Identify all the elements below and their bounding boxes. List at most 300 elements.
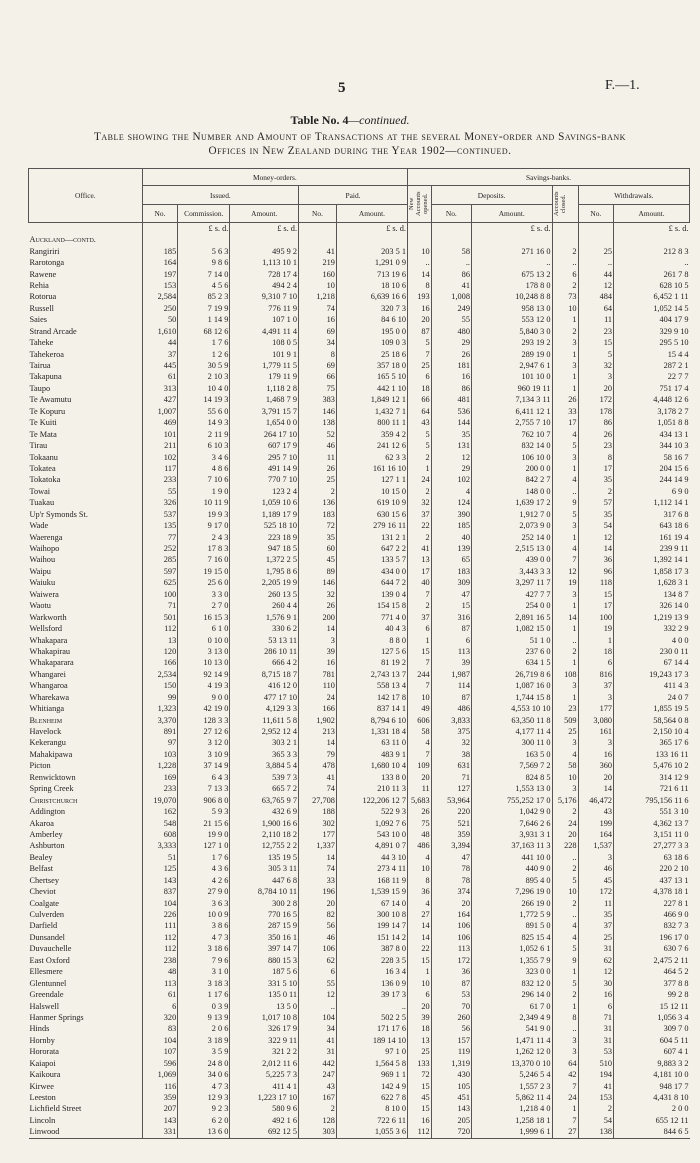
table-cell: 250 [142, 303, 178, 314]
office-name: Whakapirau [29, 646, 71, 656]
table-cell: 75 [299, 383, 337, 394]
table-cell: 15 4 4 [614, 348, 690, 359]
table-cell: 1,468 7 9 [230, 394, 299, 405]
table-cell: 630 7 6 [614, 943, 690, 954]
table-cell: 14 [299, 623, 337, 634]
table-cell: 12,755 2 2 [230, 840, 299, 851]
table-cell: 112 [142, 943, 178, 954]
office-name: Rarotonga [29, 258, 65, 268]
table-cell: .. [471, 257, 552, 268]
table-cell: 7 9 6 [178, 955, 230, 966]
table-cell: 237 6 0 [471, 646, 552, 657]
table-cell: 213 [299, 726, 337, 737]
table-cell: 43 [578, 806, 614, 817]
table-cell: 97 [142, 737, 178, 748]
table-title-line2: Offices in New Zealand during the Year 1902—continued. [208, 145, 512, 157]
table-cell: 7,296 19 0 [471, 886, 552, 897]
table-cell: 509 [552, 714, 578, 725]
office-name: Amberley [29, 829, 63, 839]
table-cell: 3 6 3 [178, 897, 230, 908]
table-row [29, 451, 690, 462]
table-row [29, 509, 690, 520]
table-cell: 6 [408, 371, 432, 382]
table-cell: 53,964 [431, 794, 471, 805]
table-cell: 1 17 6 [178, 989, 230, 1000]
table-cell: 2 [552, 326, 578, 337]
office-name: Waihopo [29, 544, 60, 554]
table-cell: 10 [408, 863, 432, 874]
table-cell: 289 19 0 [471, 348, 552, 359]
table-cell: 411 4 1 [230, 1080, 299, 1091]
table-cell: 3 8 6 [178, 920, 230, 931]
table-cell: 55 [431, 314, 471, 325]
table-cell: 113 [431, 646, 471, 657]
table-cell: 26 [552, 394, 578, 405]
table-cell: 48 [142, 966, 178, 977]
table-cell: 64 [408, 406, 432, 417]
table-row [29, 474, 690, 485]
table-cell: 960 19 11 [471, 383, 552, 394]
table-cell: 1,628 3 1 [614, 577, 690, 588]
office-name: Kekerangu [29, 738, 66, 748]
table-cell: 4 2 6 [178, 875, 230, 886]
table-cell: 2,073 9 0 [471, 520, 552, 531]
table-cell: 26 [578, 428, 614, 439]
table-cell: 360 [578, 760, 614, 771]
table-cell: 99 2 8 [614, 989, 690, 1000]
table-cell: 37 [578, 680, 614, 691]
table-cell: 14 19 3 [178, 394, 230, 405]
table-cell: 3 [578, 737, 614, 748]
units-cell [142, 223, 178, 235]
table-cell: 37 [142, 348, 178, 359]
table-cell [178, 234, 230, 245]
table-cell: 139 [431, 543, 471, 554]
table-cell: 20 [408, 772, 432, 783]
table-cell: 4 [408, 897, 432, 908]
table-cell: 1 14 9 [178, 314, 230, 325]
table-cell: 41 [578, 1080, 614, 1091]
table-row [29, 1012, 690, 1023]
table-cell: 3 18 6 [178, 943, 230, 954]
table-cell: 2 [578, 486, 614, 497]
table-cell: 2 [552, 863, 578, 874]
table-cell: 260 13 5 [230, 589, 299, 600]
table-row [29, 531, 690, 542]
table-row [29, 600, 690, 611]
table-cell: 148 0 0 [471, 486, 552, 497]
table-cell: 40 4 3 [336, 623, 407, 634]
table-cell: 770 16 5 [230, 909, 299, 920]
table-cell: 109 0 3 [336, 337, 407, 348]
table-cell: 102 [142, 451, 178, 462]
table-cell: 15 [578, 589, 614, 600]
table-cell: 5,840 3 0 [471, 326, 552, 337]
table-cell: 42 [552, 1069, 578, 1080]
table-cell: 10 [552, 886, 578, 897]
table-cell: 32 [299, 589, 337, 600]
table-row [29, 1023, 690, 1034]
table-cell: 2 [552, 245, 578, 256]
table-cell: 2,755 7 10 [471, 417, 552, 428]
table-cell: 25 [408, 360, 432, 371]
table-row [29, 749, 690, 760]
table-row [29, 1035, 690, 1046]
table-cell: 8 [299, 348, 337, 359]
table-cell: 16 [408, 1115, 432, 1126]
table-cell: 2,947 6 1 [471, 360, 552, 371]
table-cell: 71 [578, 1012, 614, 1023]
table-cell: 23 [552, 703, 578, 714]
table-cell: 481 [431, 394, 471, 405]
office-name: Hornby [29, 1035, 55, 1045]
table-cell: 123 2 4 [230, 486, 299, 497]
table-cell: 239 9 11 [614, 543, 690, 554]
table-cell: 96 [578, 566, 614, 577]
office-name: Blenheim [29, 715, 63, 725]
office-name: Taupo [29, 383, 51, 393]
table-cell: 309 7 0 [614, 1023, 690, 1034]
table-cell: 309 [431, 577, 471, 588]
table-cell: 25 [578, 245, 614, 256]
table-cell: 172 [578, 886, 614, 897]
table-cell: 25 [299, 474, 337, 485]
office-name: Tokatoka [29, 475, 61, 485]
table-row [29, 863, 690, 874]
table-cell: 2 [408, 531, 432, 542]
table-cell: 124 [431, 497, 471, 508]
table-cell: 5 [552, 977, 578, 988]
table-cell: 252 [142, 543, 178, 554]
table-cell: 9 0 0 [178, 692, 230, 703]
office-name: Whakapara [29, 635, 68, 645]
table-cell: 249 [431, 303, 471, 314]
table-cell: 200 0 0 [471, 463, 552, 474]
table-cell: 832 12 0 [471, 977, 552, 988]
table-row [29, 463, 690, 474]
table-cell: 24 [552, 1092, 578, 1103]
table-cell: 5 6 3 [178, 245, 230, 256]
table-cell: 832 14 0 [471, 440, 552, 451]
table-cell: 25 6 0 [178, 577, 230, 588]
table-cell: 1 [552, 1103, 578, 1114]
table-cell: 54 [578, 1115, 614, 1126]
table-cell: 6 [578, 1000, 614, 1011]
withdrawals-amount-header: Amount. [614, 205, 690, 223]
table-cell: .. [614, 257, 690, 268]
table-cell: .. [552, 909, 578, 920]
units-row [29, 223, 690, 235]
table-cell: 32 [578, 360, 614, 371]
table-cell: 47 [431, 852, 471, 863]
table-cell: 1,772 5 9 [471, 909, 552, 920]
office-name: Towai [29, 486, 51, 496]
table-cell: 4 [552, 749, 578, 760]
table-cell: 1,539 15 9 [336, 886, 407, 897]
table-row [29, 852, 690, 863]
table-cell: 135 0 11 [230, 989, 299, 1000]
table-cell: 45 [408, 1092, 432, 1103]
table-cell: 331 5 10 [230, 977, 299, 988]
table-cell: 6 [578, 657, 614, 668]
table-cell: 365 3 3 [230, 749, 299, 760]
table-cell: 138 [578, 1126, 614, 1138]
table-cell: 260 [431, 1012, 471, 1023]
table-cell: 1 [578, 634, 614, 645]
page-id: F.—1. [605, 78, 640, 93]
table-cell: 607 4 1 [614, 1046, 690, 1057]
table-cell: 5,225 7 3 [230, 1069, 299, 1080]
table-cell: .. [431, 257, 471, 268]
office-name: Kaikoura [29, 1070, 61, 1080]
table-cell: 3 10 9 [178, 749, 230, 760]
table-cell: 4 8 6 [178, 463, 230, 474]
table-cell: 11,611 5 8 [230, 714, 299, 725]
table-cell: 228 3 5 [336, 955, 407, 966]
table-cell: 271 16 0 [471, 245, 552, 256]
table-cell: 233 [142, 783, 178, 794]
office-name: Ashburton [29, 841, 65, 851]
table-cell: 45 [299, 554, 337, 565]
table-cell: 15 [408, 1080, 432, 1091]
table-cell: 46,472 [578, 794, 614, 805]
units-cell: £ s. d. [471, 223, 552, 235]
table-cell: 61 7 0 [471, 1000, 552, 1011]
table-cell: 1,855 19 5 [614, 703, 690, 714]
table-cell: 89 [299, 566, 337, 577]
table-cell: 37 [578, 920, 614, 931]
table-cell: 597 [142, 566, 178, 577]
table-cell: 1,987 [431, 669, 471, 680]
table-cell: 15 [431, 600, 471, 611]
table-row [29, 760, 690, 771]
table-cell: 77 [142, 531, 178, 542]
table-cell: 1 [408, 966, 432, 977]
table-cell: 70 [431, 1000, 471, 1011]
office-name: Hinds [29, 1024, 50, 1034]
table-cell: 3,151 11 0 [614, 829, 690, 840]
table-row [29, 417, 690, 428]
table-cell: 2 [552, 989, 578, 1000]
table-cell: 1 [552, 1000, 578, 1011]
table-cell: 4,491 11 4 [230, 326, 299, 337]
table-cell: 1,576 9 1 [230, 611, 299, 622]
table-cell: 1,744 15 8 [471, 692, 552, 703]
table-cell: 16 [299, 314, 337, 325]
table-cell: 71 [142, 600, 178, 611]
table-cell: 3,394 [431, 840, 471, 851]
table-cell: 8 [552, 1012, 578, 1023]
table-cell: 30 5 9 [178, 360, 230, 371]
table-cell: 10 [552, 772, 578, 783]
table-cell: 293 19 2 [471, 337, 552, 348]
table-cell: 66 [408, 394, 432, 405]
table-cell: 57 [578, 497, 614, 508]
table-cell: 771 4 0 [336, 611, 407, 622]
table-cell: 86 [431, 268, 471, 279]
table-cell: 25 18 6 [336, 348, 407, 359]
table-cell: 161 19 4 [614, 531, 690, 542]
table-row [29, 337, 690, 348]
table-cell: 434 13 1 [614, 428, 690, 439]
table-cell: 837 [142, 886, 178, 897]
table-cell: 161 [578, 726, 614, 737]
table-cell: 16 3 4 [336, 966, 407, 977]
table-cell: 146 [299, 406, 337, 417]
table-cell: 14 [408, 268, 432, 279]
table-cell: 1,432 7 1 [336, 406, 407, 417]
table-cell: 8,794 6 10 [336, 714, 407, 725]
table-cell: 1,228 [142, 760, 178, 771]
table-cell: 1,564 5 8 [336, 1058, 407, 1069]
table-cell: 37 [408, 611, 432, 622]
table-cell: 104 [299, 1012, 337, 1023]
office-name: Whakaparara [29, 658, 74, 668]
table-cell: 19 9 3 [178, 509, 230, 520]
table-cell: 19 15 0 [178, 566, 230, 577]
table-cell: 387 8 0 [336, 943, 407, 954]
table-cell: 32 [408, 497, 432, 508]
table-cell: 58,564 0 8 [614, 714, 690, 725]
table-cell: 199 14 7 [336, 920, 407, 931]
table-cell: 172 [578, 394, 614, 405]
table-cell: 751 17 4 [614, 383, 690, 394]
table-cell: 2,515 13 0 [471, 543, 552, 554]
table-cell: 3 3 0 [178, 589, 230, 600]
table-cell: 323 0 0 [471, 966, 552, 977]
table-cell: 63,765 9 7 [230, 794, 299, 805]
table-cell: 317 6 8 [614, 509, 690, 520]
table-cell: 7 [408, 749, 432, 760]
table-cell: 628 10 5 [614, 280, 690, 291]
table-cell: 7 [408, 657, 432, 668]
table-cell: 10 13 0 [178, 657, 230, 668]
deposits-no-header: No. [431, 205, 471, 223]
table-cell: 99 [142, 692, 178, 703]
table-cell: 68 12 6 [178, 326, 230, 337]
table-cell [431, 234, 471, 245]
table-cell: 203 5 1 [336, 245, 407, 256]
table-cell: 445 [142, 360, 178, 371]
paid-amount-header: Amount. [336, 205, 407, 223]
table-cell: 194 [578, 1069, 614, 1080]
table-row [29, 737, 690, 748]
table-row [29, 1069, 690, 1080]
table-cell: 1,795 8 6 [230, 566, 299, 577]
table-cell [578, 234, 614, 245]
table-cell: 106 [299, 943, 337, 954]
table-cell: 666 4 2 [230, 657, 299, 668]
table-cell: 631 [431, 760, 471, 771]
table-number-suffix: —continued. [348, 113, 410, 127]
table-cell: 842 2 7 [471, 474, 552, 485]
table-cell: 607 17 9 [230, 440, 299, 451]
table-cell: 13 6 0 [178, 1126, 230, 1138]
office-name: Renwicktown [29, 772, 76, 782]
table-cell: 27 9 0 [178, 886, 230, 897]
table-cell: 65 [431, 554, 471, 565]
table-cell: 142 4 9 [336, 1080, 407, 1091]
office-name: Waotu [29, 601, 51, 611]
table-row [29, 566, 690, 577]
table-cell: 200 [299, 611, 337, 622]
table-cell: 326 14 0 [614, 600, 690, 611]
table-cell: 58 [431, 245, 471, 256]
table-cell: 195 0 0 [336, 326, 407, 337]
table-cell: 1 [552, 314, 578, 325]
table-row [29, 783, 690, 794]
table-cell: 10 [299, 280, 337, 291]
table-cell: 35 [578, 909, 614, 920]
table-cell: 179 11 9 [230, 371, 299, 382]
table-cell: 3 [578, 692, 614, 703]
table-row [29, 646, 690, 657]
table-cell: 541 9 0 [471, 1023, 552, 1034]
table-cell: 326 17 9 [230, 1023, 299, 1034]
table-cell: 478 [299, 760, 337, 771]
table-cell: 25 [578, 932, 614, 943]
table-cell: 7 [408, 348, 432, 359]
table-cell: 643 18 6 [614, 520, 690, 531]
table-cell: 36 [408, 886, 432, 897]
table-cell: 302 [299, 817, 337, 828]
issued-commission-header: Commission. [178, 205, 230, 223]
table-cell: 464 5 2 [614, 966, 690, 977]
table-cell: 8,715 18 7 [230, 669, 299, 680]
page-number: 5 [338, 80, 346, 96]
table-cell: 41 [299, 245, 337, 256]
table-cell: 97 1 0 [336, 1046, 407, 1057]
table-cell: 1,218 4 0 [471, 1103, 552, 1114]
table-cell: 51 [142, 852, 178, 863]
table-row [29, 314, 690, 325]
table-cell: 120 [142, 646, 178, 657]
table-cell: 287 2 1 [614, 360, 690, 371]
table-cell: 1,849 12 1 [336, 394, 407, 405]
table-cell: 303 2 1 [230, 737, 299, 748]
table-cell: 153 [578, 1092, 614, 1103]
table-cell: 755,252 17 0 [471, 794, 552, 805]
table-cell: 383 [299, 394, 337, 405]
table-cell: 321 2 2 [230, 1046, 299, 1057]
table-cell: 494 2 4 [230, 280, 299, 291]
table-cell: 441 10 0 [471, 852, 552, 863]
table-cell: 178 [578, 406, 614, 417]
table-cell: 273 4 11 [336, 863, 407, 874]
table-cell: 14 [578, 543, 614, 554]
table-cell: 25 [408, 1046, 432, 1057]
table-cell: 622 7 8 [336, 1092, 407, 1103]
table-cell: 16 [578, 749, 614, 760]
table-cell: 55 [299, 977, 337, 988]
table-row [29, 909, 690, 920]
table-cell: 5,683 [408, 794, 432, 805]
table-cell: 125 [142, 863, 178, 874]
table-cell: 8 [408, 875, 432, 886]
table-row [29, 1080, 690, 1091]
table-cell: 9 8 6 [178, 257, 230, 268]
table-cell: 18 10 6 [336, 280, 407, 291]
table-cell: 165 5 10 [336, 371, 407, 382]
table-cell: 6 1 0 [178, 623, 230, 634]
table-cell: 100 [578, 611, 614, 622]
table-cell: 261 7 8 [614, 268, 690, 279]
table-cell: 832 7 3 [614, 920, 690, 931]
office-name: Mahakipawa [29, 749, 73, 759]
table-cell: 63 18 6 [614, 852, 690, 863]
table-cell: 33 [299, 875, 337, 886]
table-cell: 5,862 11 4 [471, 1092, 552, 1103]
